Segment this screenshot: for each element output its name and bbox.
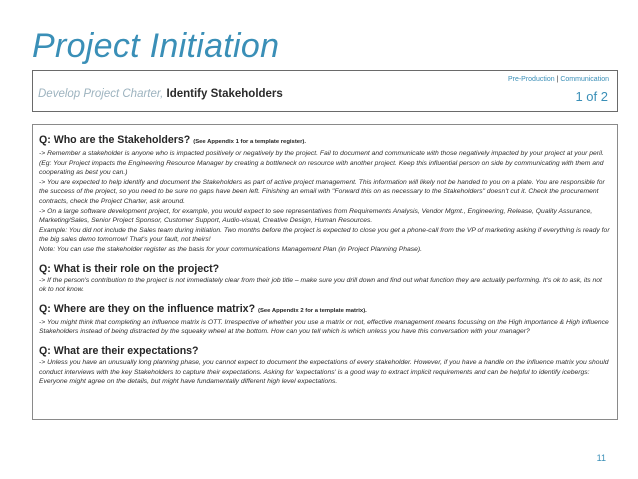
paragraph: Note: You can use the stakeholder register as the basis for your communications Management Plan (in Project Planning Phase). [39, 245, 422, 253]
section-question [39, 134, 610, 149]
tag-communication: Communication [560, 76, 609, 83]
tag-separator: | [554, 76, 561, 83]
question-text: Q: Who are the Stakeholders? [39, 134, 191, 146]
page-number: 11 [596, 453, 606, 463]
appendix-note: (See Appendix 2 for a template matrix). [258, 307, 367, 314]
subtitle-prefix: Develop Project Charter, [38, 88, 164, 100]
tag-pre-production: Pre-Production [507, 76, 555, 83]
section-question [39, 345, 610, 358]
paragraph: Example: You did not include the Sales team during initiation. Two months before the project is expected to close you get a phone-call from the VP of marketing asking if everything is ready for the big sales demo tomorrow! That's your fault, not theirs! [39, 226, 610, 244]
paragraph: -> Unless you have an unusually long planning phase, you cannot expect to document the expectations of every stakeholder. However, if you have a handle on the influence matrix you should conduct interviews with the key Stakeholders to capture their expectations. Asking for 'expectations' is a good way to extract implicit requirements and can be helpful to identify icebergs: Everyone might agree on the details, but might have fundamentally different high level expectations. [39, 358, 609, 386]
section-influence-matrix [39, 303, 610, 337]
section-question [39, 303, 610, 318]
question-text: Q: What are their expectations? [39, 344, 199, 357]
paragraph: -> Remember a stakeholder is anyone who is impacted positively or negatively by the project. Fail to document and communicate with those negatively impacted by your project at your peril. (Eg: Your Project impacts the Engineering Resource Manager by creating a bottleneck on resource with another project. Keep this influential person on side by communicating with them and cooperating as best you can.) [39, 150, 604, 177]
paragraph: -> You might think that completing an influence matrix is OTT. Irrespective of whether you use a matrix or not, effective management means focussing on the High importance & High influence Stakeholders instead of being distracted by the squeaky wheel at the bottom. How can you tell which is which unless you have this conversation with your manager? [39, 318, 609, 336]
question-text: Q: What is their role on the project? [39, 262, 220, 275]
appendix-note: (See Appendix 1 for a template register). [193, 139, 306, 145]
paragraph: -> You are expected to help identify and document the Stakeholders as part of active project management. This information will likely not be handed to you on a plate. You are responsible for the success of the project, so you need to be sure no gaps have been left. Finishing an email with "Forward this on as necessary to the Stakeholders" doesn't cut it. Check the procurement contracts, check the Project Charter, ask around. [39, 178, 605, 205]
content-box [32, 124, 618, 420]
paragraph: -> If the person's contribution to the project is not immediately clear from their job title – make sure you drill down and find out what function they are actually performing. It's ok to ask, its not ok to not know. [39, 276, 602, 294]
paragraph: -> On a large software development project, for example, you would expect to see representatives from Requirements Analysis, Vendor Mgmt., Engineering, Release, Quality Assurance, Marketing/Sales, Senior Project Sponsor, Customer Support, Audio-visual, Creative Design, Human Resources. [39, 207, 593, 225]
category-tags [508, 76, 609, 83]
page-of-indicator: 1 of 2 [575, 89, 608, 104]
section-question [39, 263, 610, 276]
section-who-are-stakeholders [39, 134, 610, 255]
section-role-on-project [39, 263, 610, 295]
slide-header [32, 70, 618, 112]
subtitle-main: Identify Stakeholders [166, 88, 283, 100]
section-expectations [39, 345, 610, 387]
subtitle [38, 88, 283, 100]
page-title: Project Initiation [32, 27, 280, 65]
question-text: Q: Where are they on the influence matrix? [39, 302, 256, 315]
